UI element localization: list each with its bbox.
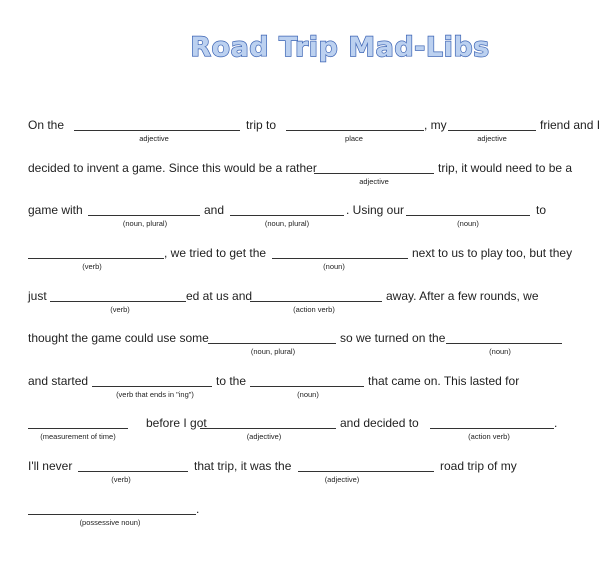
blank-hint: (noun, plural) (122, 219, 168, 228)
answer-blank[interactable] (298, 471, 434, 472)
line-text: that trip, it was the (194, 459, 292, 473)
answer-blank[interactable] (286, 130, 424, 131)
line-text: that came on. This lasted for (368, 374, 520, 388)
line-text: , we tried to get the (164, 246, 267, 260)
line-text: to the (216, 374, 247, 388)
line-text: I'll never (28, 459, 73, 473)
title-text: Road Trip Mad-Libs (190, 32, 490, 63)
page-title (0, 28, 610, 71)
madlib-line-4 (28, 246, 584, 271)
madlib-line-3 (28, 203, 584, 228)
answer-blank[interactable] (430, 428, 554, 429)
line-text: friend and I (540, 118, 601, 132)
blank-hint: (action verb) (468, 432, 510, 441)
line-text: . (196, 502, 200, 516)
line-text: ed at us and (186, 289, 253, 303)
madlib-line-1 (28, 118, 601, 143)
line-text: to (536, 203, 547, 217)
blank-hint: (verb that ends in "ing") (116, 390, 194, 399)
answer-blank[interactable] (92, 386, 212, 387)
answer-blank[interactable] (28, 428, 128, 429)
line-text: game with (28, 203, 83, 217)
line-text: next to us to play too, but they (412, 246, 573, 260)
answer-blank[interactable] (28, 258, 164, 259)
answer-blank[interactable] (448, 130, 536, 131)
answer-blank[interactable] (230, 215, 344, 216)
madlib-line-9 (28, 459, 584, 484)
answer-blank[interactable] (250, 301, 382, 302)
blank-hint: (adjective) (246, 432, 282, 441)
line-text: and started (28, 374, 89, 388)
answer-blank[interactable] (250, 386, 364, 387)
blank-hint: adjective (477, 134, 507, 143)
line-text: , my (424, 118, 447, 132)
blank-hint: (adjective) (324, 475, 360, 484)
line-text: On the (28, 118, 65, 132)
line-text: just (28, 289, 47, 303)
madlib-line-8 (28, 416, 584, 441)
blank-hint: (verb) (111, 475, 131, 484)
line-text: . Using our (346, 203, 405, 217)
blank-hint: place (345, 134, 363, 143)
blank-hint: (noun) (489, 347, 511, 356)
madlib-line-5 (28, 289, 584, 314)
line-text: so we turned on the (340, 331, 446, 345)
blank-hint: (noun, plural) (250, 347, 296, 356)
line-text: and decided to (340, 416, 419, 430)
blank-hint: (noun, plural) (264, 219, 310, 228)
answer-blank[interactable] (446, 343, 562, 344)
answer-blank[interactable] (272, 258, 408, 259)
line-text: decided to invent a game. Since this would be a rather (28, 161, 317, 175)
line-text: . (554, 416, 558, 430)
madlib-line-2 (28, 161, 584, 186)
line-text: before I got (146, 416, 207, 430)
blank-hint: (noun) (297, 390, 319, 399)
blank-hint: adjective (139, 134, 169, 143)
madlib-line-7 (28, 374, 584, 399)
line-text: road trip of my (440, 459, 517, 473)
blank-hint: (noun) (323, 262, 345, 271)
blank-hint: (measurement of time) (40, 432, 116, 441)
line-text: thought the game could use some (28, 331, 209, 345)
answer-blank[interactable] (78, 471, 188, 472)
blank-hint: (noun) (457, 219, 479, 228)
blank-hint: adjective (359, 177, 389, 186)
madlib-line-6 (28, 331, 584, 356)
answer-blank[interactable] (50, 301, 186, 302)
line-text: away. After a few rounds, we (386, 289, 539, 303)
answer-blank[interactable] (200, 428, 336, 429)
blank-hint: (possessive noun) (79, 518, 141, 527)
answer-blank[interactable] (208, 343, 336, 344)
answer-blank[interactable] (406, 215, 530, 216)
answer-blank[interactable] (28, 514, 196, 515)
line-text: trip, it would need to be a (438, 161, 573, 175)
title-graphic (190, 28, 490, 64)
blank-hint: (verb) (110, 305, 130, 314)
answer-blank[interactable] (88, 215, 200, 216)
blank-hint: (action verb) (293, 305, 335, 314)
answer-blank[interactable] (74, 130, 240, 131)
answer-blank[interactable] (314, 173, 434, 174)
line-text: trip to (246, 118, 277, 132)
line-text: and (204, 203, 225, 217)
blank-hint: (verb) (82, 262, 102, 271)
madlib-line-10 (28, 502, 584, 527)
